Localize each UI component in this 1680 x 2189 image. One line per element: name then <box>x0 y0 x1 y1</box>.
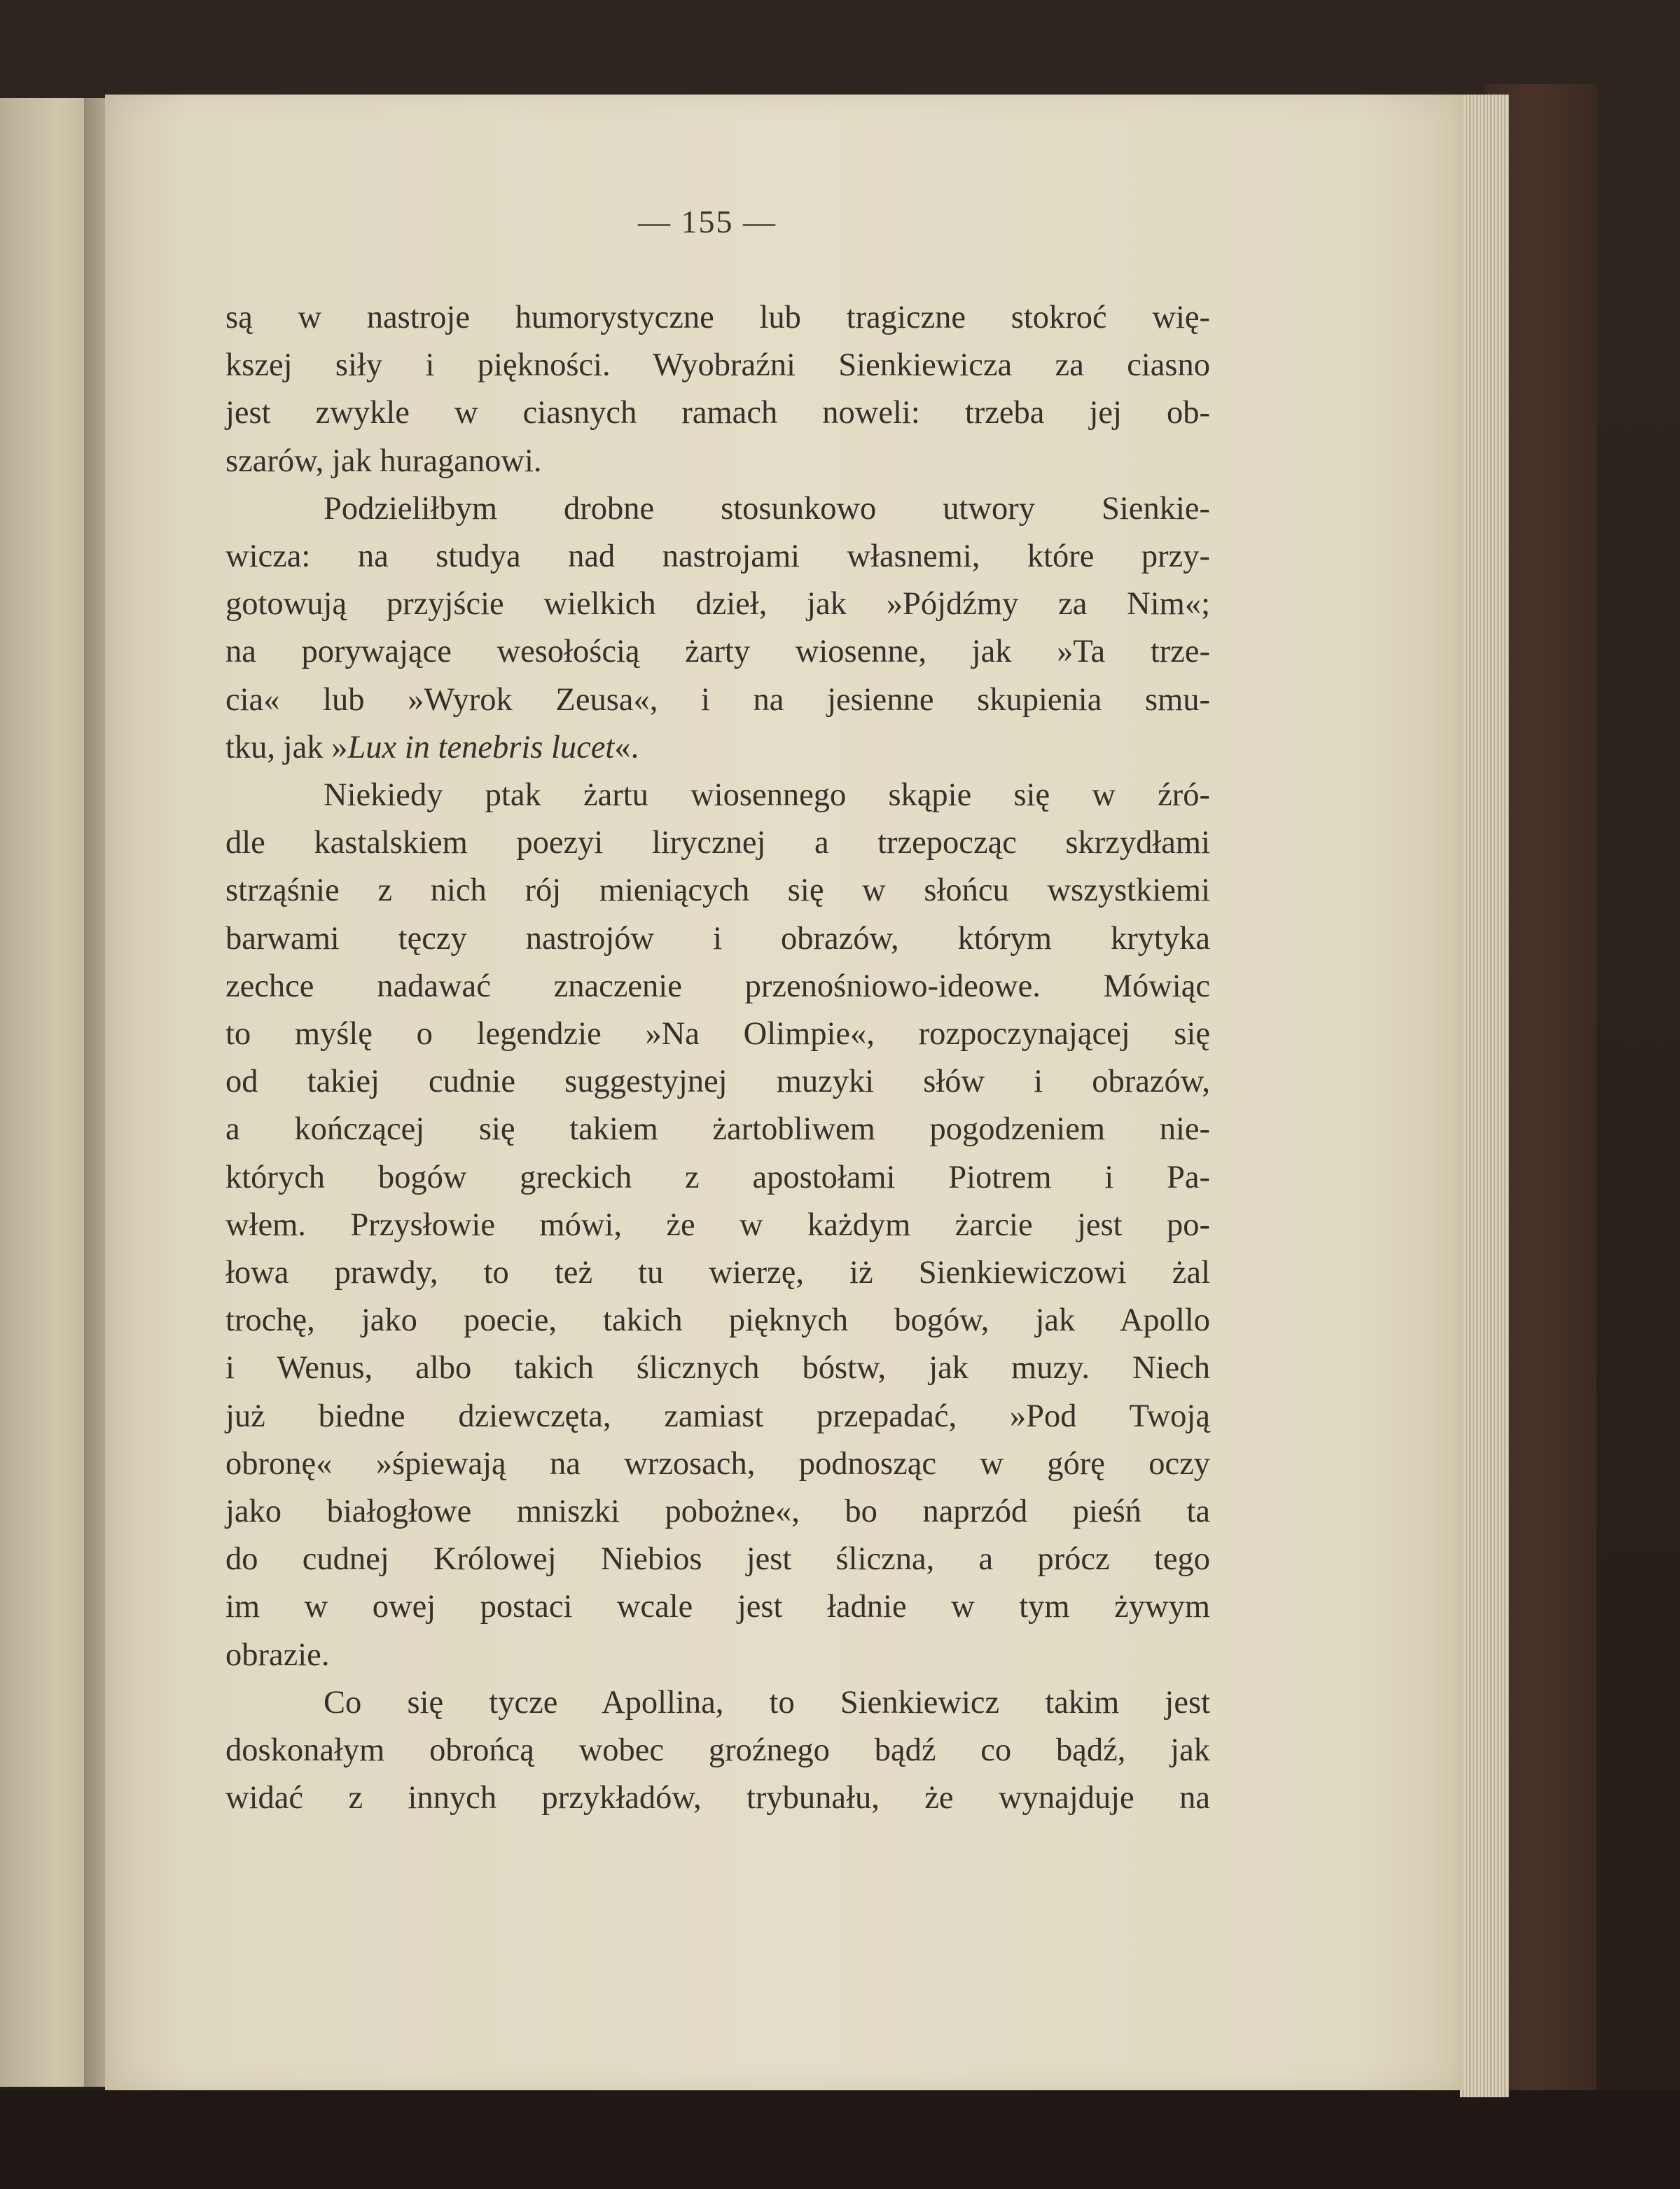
text-line: a kończącej się takiem żartobliwem pogodzeniem nie- <box>225 1111 1210 1148</box>
page-stack-edges <box>1460 95 1509 2097</box>
text-line: trochę, jako poecie, takich pięknych bogów, jak Apollo <box>225 1302 1210 1339</box>
text-line: to myślę o legendzie »Na Olimpie«, rozpoczynającej się <box>225 1016 1210 1052</box>
text-line: włem. Przysłowie mówi, że w każdym żarcie jest po- <box>225 1207 1210 1243</box>
text-line: łowa prawdy, to też tu wierzę, iż Sienkiewiczowi żal <box>225 1255 1210 1291</box>
text-line: są w nastroje humorystyczne lub tragiczne stokroć wię- <box>225 300 1210 335</box>
text-line: obronę« »śpiewają na wrzosach, podnosząc w górę oczy <box>225 1445 1210 1482</box>
text-line: od takiej cudnie suggestyjnej muzyki słów i obrazów, <box>225 1064 1210 1100</box>
text-line: i Wenus, albo takich ślicznych bóstw, jak muzy. Niech <box>225 1350 1210 1387</box>
text-line: widać z innych przykładów, trybunału, że wynajduje na <box>225 1780 1210 1816</box>
text-line: dle kastalskiem poezyi lirycznej a trzepocząc skrzydłami <box>225 825 1210 861</box>
italic-title: Lux in tenebris lucet <box>347 729 615 765</box>
text-line: strząśnie z nich rój mieniących się w słońcu wszystkiemi <box>225 873 1210 909</box>
text-line: jako białogłowe mniszki pobożne«, bo naprzód pieśń ta <box>225 1494 1210 1530</box>
text-line: im w owej postaci wcale jest ładnie w tym żywym <box>225 1589 1210 1625</box>
text-line: Podzieliłbym drobne stosunkowo utwory Sienkie- <box>324 490 1210 527</box>
text-line: na porywające wesołością żarty wiosenne, jak »Ta trze- <box>225 634 1210 670</box>
text-line: tku, jak »Lux in tenebris lucet«. <box>225 729 639 765</box>
text-line: doskonałym obrońcą wobec groźnego bądź co bądź, jak <box>225 1732 1210 1769</box>
text-line: jest zwykle w ciasnych ramach noweli: trzeba jej ob- <box>225 395 1210 431</box>
text-line: cia« lub »Wyrok Zeusa«, i na jesienne skupienia smu- <box>225 681 1210 718</box>
text-line: barwami tęczy nastrojów i obrazów, którym krytyka <box>225 920 1210 957</box>
text-line: już biedne dziewczęta, zamiast przepadać, »Pod Twoją <box>225 1398 1210 1434</box>
text-line: obrazie. <box>225 1636 330 1673</box>
page-body-text <box>225 294 1210 1823</box>
text-line: gotowują przyjście wielkich dzieł, jak »Pójdźmy za Nim«; <box>225 586 1210 623</box>
text-line: szarów, jak huraganowi. <box>225 443 542 479</box>
text-line: do cudnej Królowej Niebios jest śliczna, a prócz tego <box>225 1541 1210 1578</box>
text-line: Co się tycze Apollina, to Sienkiewicz takim jest <box>324 1684 1210 1721</box>
book-bottom-shadow <box>0 2090 1680 2189</box>
text-line: kszej siły i piękności. Wyobraźni Sienkiewicza za ciasno <box>225 347 1210 384</box>
text-line: zechce nadawać znaczenie przenośniowo-ideowe. Mówiąc <box>225 968 1210 1004</box>
text-line: wicza: na studya nad nastrojami własnemi, które przy- <box>225 538 1210 575</box>
page-number: — 155 — <box>638 204 777 239</box>
text-line: których bogów greckich z apostołami Piotrem i Pa- <box>225 1159 1210 1195</box>
text-line: Niekiedy ptak żartu wiosennego skąpie się w źró- <box>324 777 1210 814</box>
